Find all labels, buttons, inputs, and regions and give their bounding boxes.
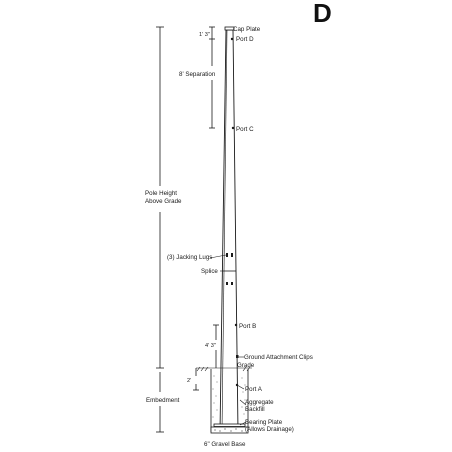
bearing-plate-label-1: Bearing Plate	[245, 419, 283, 426]
ground-dimension-label: 4' 3"	[205, 343, 216, 349]
aggregate-label-1: Aggregate	[245, 399, 274, 406]
pole-shaft	[220, 30, 238, 432]
top-dimension-label: 1' 3"	[199, 32, 210, 38]
aggregate-label-2: Backfill	[245, 406, 265, 413]
port-b-label: Port B	[239, 323, 257, 330]
port-d-marker	[231, 38, 233, 40]
ground-clip-marker	[236, 355, 239, 358]
ground-clips-label: Ground Attachment Clips	[244, 354, 313, 361]
pole-height-label-1: Pole Height	[145, 190, 177, 197]
port-b-marker	[235, 324, 237, 326]
separation-label: 8' Separation	[179, 71, 216, 78]
splice-label: Splice	[201, 268, 218, 275]
cap-plate-label: Cap Plate	[233, 26, 261, 33]
grade-label: Grade	[237, 362, 255, 369]
separation-dimension	[209, 39, 215, 128]
bearing-plate-label-2: (Allows Drainage)	[245, 426, 294, 433]
two-foot-dimension	[193, 368, 199, 390]
two-foot-label: 2'	[187, 378, 192, 384]
port-d-label: Port D	[236, 36, 254, 43]
port-c-label: Port C	[236, 126, 254, 133]
top-dimension	[209, 27, 215, 39]
gravel-base-label: 6" Gravel Base	[204, 441, 246, 448]
port-c-marker	[232, 127, 234, 129]
corner-letter: D	[313, 0, 332, 28]
jacking-lugs-label: (3) Jacking Lugs	[167, 254, 213, 261]
port-a-label: Port A	[245, 386, 262, 393]
pole-height-label-2: Above Grade	[145, 198, 182, 205]
embedment-label: Embedment	[146, 397, 180, 404]
